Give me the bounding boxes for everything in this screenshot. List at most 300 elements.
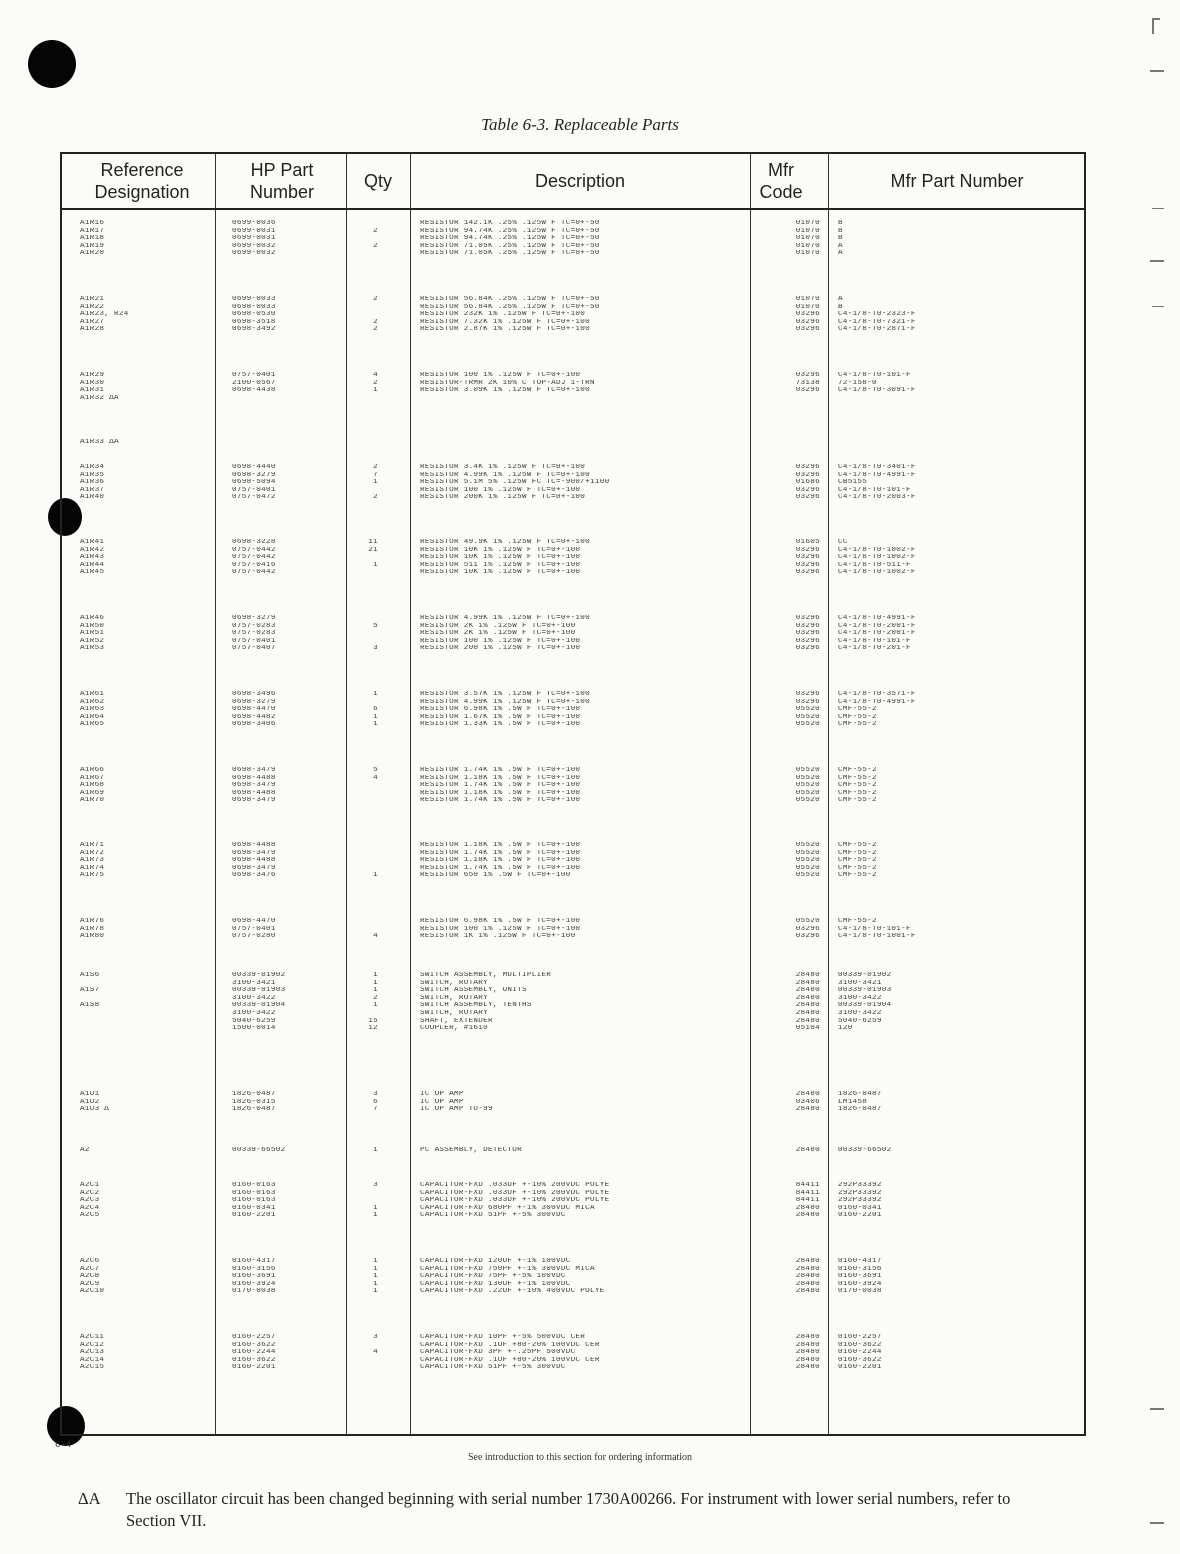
cell-part: 00339-01904	[232, 1002, 286, 1010]
cell-mfr: CB5155	[838, 479, 868, 487]
cell-part: 0698-3479	[232, 864, 276, 872]
header-qty: Qty	[363, 171, 392, 191]
cell-mfr: CMF-55-2	[838, 857, 877, 865]
header-mfr-code: Mfr Code	[759, 160, 803, 202]
cell-desc: RESISTOR 10K 1% .125W F TC=0+-100	[420, 569, 581, 577]
cell-qty: 4	[373, 774, 378, 782]
cell-code: 28480	[795, 987, 820, 995]
cell-ref: A2C5	[80, 1212, 100, 1220]
table-row	[62, 326, 1084, 334]
cell-mfr: C4-1/8-T0-2001-F	[838, 622, 916, 630]
table-row	[62, 547, 1084, 555]
row-group	[62, 1258, 1084, 1296]
cell-ref: A1R45	[80, 569, 105, 577]
cell-ref: A1R18	[80, 235, 105, 243]
margin-mark	[1150, 70, 1164, 72]
row-group	[62, 296, 1084, 334]
cell-desc: CAPACITOR-FXD 120UF +-1% 100VDC	[420, 1258, 571, 1265]
cell-mfr: 292P33392	[838, 1197, 882, 1205]
cell-ref: A1U3 Δ	[80, 1106, 110, 1114]
cell-part: 0699-0032	[232, 250, 276, 258]
cell-desc: RESISTOR 4.99K 1% .125W F TC=0+-100	[420, 698, 590, 706]
cell-part: 0698-3479	[232, 767, 276, 774]
table-row	[62, 311, 1084, 319]
cell-part: 1826-0487	[232, 1106, 276, 1114]
cell-desc: RESISTOR 10K 1% .125W F TC=0+-100	[420, 554, 581, 562]
table-row	[62, 918, 1084, 926]
cell-desc: CAPACITOR-FXD .1UF +80-20% 100VDC CER	[420, 1341, 600, 1349]
cell-mfr: C4-1/8-T0-3401-F	[838, 464, 916, 471]
cell-mfr: 00339-66502	[838, 1147, 892, 1154]
table-row	[62, 980, 1084, 988]
row-group	[62, 767, 1084, 805]
cell-code: 28480	[795, 994, 820, 1002]
margin-mark	[1152, 18, 1154, 34]
table-row	[62, 220, 1084, 228]
cell-qty: 1	[373, 872, 378, 880]
table-row	[62, 1099, 1084, 1107]
cell-code: 01605	[795, 539, 820, 546]
cell-mfr: 0160-2201	[838, 1364, 882, 1372]
table-row	[62, 296, 1084, 304]
cell-desc: RESISTOR 2K 1% .125W F TC=0+-100	[420, 622, 576, 630]
table-row	[62, 1288, 1084, 1296]
cell-mfr: C4-1/8-T0-101-F	[838, 925, 911, 933]
cell-code: 05520	[795, 849, 820, 857]
cell-part: 0699-0031	[232, 227, 276, 235]
cell-qty: 1	[373, 691, 378, 698]
table-row	[62, 250, 1084, 258]
cell-ref: A1R76	[80, 918, 105, 925]
cell-mfr: C4-1/8-T0-101-F	[838, 637, 911, 645]
cell-ref: A2C7	[80, 1265, 100, 1273]
cell-mfr: 0160-2244	[838, 1349, 882, 1357]
cell-code: 28480	[795, 1009, 820, 1017]
cell-code: 05520	[795, 713, 820, 721]
row-group	[62, 1334, 1084, 1372]
row-group	[62, 1147, 1084, 1155]
cell-code: 01070	[795, 235, 820, 243]
table-row	[62, 1106, 1084, 1114]
cell-part: 3100-3421	[232, 979, 276, 987]
cell-desc: RESISTOR 7.32K 1% .125W F TC=0+-100	[420, 318, 590, 326]
header-reference-designation: Reference Designation	[94, 160, 190, 202]
cell-desc: RESISTOR 1.74K 1% .5W F TC=0+-100	[420, 782, 581, 790]
cell-qty: 1	[373, 561, 378, 569]
cell-mfr: 72-158-0	[838, 379, 877, 387]
cell-qty: 1	[373, 1288, 378, 1296]
cell-ref: A2C12	[80, 1341, 105, 1349]
table-row	[62, 721, 1084, 729]
cell-ref: A1R44	[80, 561, 105, 569]
cell-mfr: C4-1/8-T0-2001-F	[838, 630, 916, 638]
cell-part: 0698-4440	[232, 464, 276, 471]
cell-ref: A2C8	[80, 1273, 100, 1281]
table-row	[62, 790, 1084, 798]
header-mfr-part-number: Mfr Part Number	[890, 171, 1024, 191]
table-row	[62, 1205, 1084, 1213]
cell-ref: A2C4	[80, 1204, 100, 1212]
cell-qty: 1	[373, 972, 378, 979]
cell-qty: 2	[373, 464, 378, 471]
cell-qty: 6	[373, 706, 378, 714]
cell-mfr: CMF-55-2	[838, 842, 877, 849]
cell-qty: 3	[373, 1182, 378, 1189]
cell-qty: 2	[373, 326, 378, 334]
row-group	[62, 918, 1084, 941]
cell-code: 28480	[795, 1002, 820, 1010]
table-row	[62, 1025, 1084, 1033]
cell-desc: COUPLER, #1610	[420, 1025, 488, 1033]
cell-part: 0698-3228	[232, 539, 276, 546]
cell-part: 0698-4470	[232, 918, 276, 925]
cell-code: 73138	[795, 379, 820, 387]
cell-mfr: B	[838, 303, 843, 311]
cell-desc: RESISTOR 3.57K 1% .125W F TC=0+-100	[420, 691, 590, 698]
cell-mfr: 3100-3421	[838, 979, 882, 987]
cell-mfr: C4-1/8-T0-1001-F	[838, 933, 916, 941]
cell-ref: A1R22	[80, 303, 105, 311]
cell-desc: RESISTOR 1.18K 1% .5W F TC=0+-100	[420, 789, 581, 797]
cell-mfr: 292P33392	[838, 1189, 882, 1197]
cell-mfr: 0160-0341	[838, 1204, 882, 1212]
cell-ref: A1R75	[80, 872, 105, 880]
cell-part: 0757-0407	[232, 645, 276, 653]
cell-ref: A2C1	[80, 1182, 100, 1189]
cell-desc: RESISTOR 1.74K 1% .5W F TC=0+-100	[420, 849, 581, 857]
cell-part: 0160-3924	[232, 1280, 276, 1288]
cell-part: 0757-0472	[232, 494, 276, 502]
cell-code: 28480	[795, 1106, 820, 1114]
cell-ref: A1R50	[80, 622, 105, 630]
cell-mfr: C4-1/8-T0-101-F	[838, 486, 911, 494]
cell-part: 0698-4488	[232, 857, 276, 865]
table-row	[62, 243, 1084, 251]
cell-part: 0160-0163	[232, 1189, 276, 1197]
table-row	[62, 714, 1084, 722]
cell-ref: A1R41	[80, 539, 105, 546]
cell-part: 0160-0163	[232, 1182, 276, 1189]
table-row	[62, 1273, 1084, 1281]
table-row	[62, 1182, 1084, 1190]
cell-qty: 2	[373, 227, 378, 235]
cell-code: 03296	[795, 387, 820, 395]
cell-qty: 4	[373, 1349, 378, 1357]
table-row	[62, 933, 1084, 941]
cell-mfr: C4-1/8-T0-7321-F	[838, 318, 916, 326]
cell-code: 01070	[795, 227, 820, 235]
cell-ref: A1R31	[80, 387, 105, 395]
cell-ref: A2C2	[80, 1189, 100, 1197]
cell-qty: 1	[373, 1204, 378, 1212]
cell-ref: A1R42	[80, 546, 105, 554]
table-row	[62, 1197, 1084, 1205]
cell-part: 0698-3406	[232, 721, 276, 729]
cell-qty: 2	[373, 994, 378, 1002]
cell-desc: CAPACITOR-FXD .033UF +-10% 200VDC POLYE	[420, 1197, 610, 1205]
cell-part: 0698-4488	[232, 842, 276, 849]
cell-code: 28480	[795, 1349, 820, 1357]
cell-part: 0699-0032	[232, 242, 276, 250]
cell-ref: A1R51	[80, 630, 105, 638]
cell-ref: A2C14	[80, 1356, 105, 1364]
cell-ref: A1R17	[80, 227, 105, 235]
cell-code: 03296	[795, 464, 820, 471]
row-group	[62, 464, 1084, 502]
cell-ref: A1R63	[80, 706, 105, 714]
table-row	[62, 995, 1084, 1003]
margin-mark	[1150, 1408, 1164, 1410]
cell-part: 0160-2201	[232, 1364, 276, 1372]
cell-part: 0160-3156	[232, 1265, 276, 1273]
cell-desc: RESISTOR 1.74K 1% .5W F TC=0+-100	[420, 767, 581, 774]
table-row	[62, 1349, 1084, 1357]
margin-mark	[1152, 306, 1164, 307]
cell-mfr: 1826-0487	[838, 1091, 882, 1098]
cell-desc: IC OP AMP	[420, 1091, 464, 1098]
cell-part: 0698-3496	[232, 691, 276, 698]
margin-mark	[1150, 260, 1164, 262]
cell-part: 0160-2257	[232, 1334, 276, 1341]
cell-part: 0160-3622	[232, 1356, 276, 1364]
header-rule	[62, 208, 1084, 210]
cell-ref: A1R30	[80, 379, 105, 387]
cell-code: 03296	[795, 471, 820, 479]
cell-part: 0699-0036	[232, 220, 276, 227]
cell-desc: RESISTOR 56.84K .25% .125W F TC=0+-50	[420, 296, 600, 303]
cell-mfr: C4-1/8-T0-1002-F	[838, 569, 916, 577]
cell-code: 03296	[795, 622, 820, 630]
cell-mfr: 0160-3924	[838, 1280, 882, 1288]
cell-part: 0160-0341	[232, 1204, 276, 1212]
header-hp-part-number: HP Part Number	[249, 160, 315, 202]
row-group	[62, 972, 1084, 1033]
cell-ref: A1R36	[80, 479, 105, 487]
cell-qty: 3	[373, 645, 378, 653]
cell-mfr: 0160-2201	[838, 1212, 882, 1220]
cell-code: 05520	[795, 774, 820, 782]
cell-mfr: 0160-4317	[838, 1258, 882, 1265]
cell-desc: SWITCH ASSEMBLY, UNITS	[420, 987, 527, 995]
cell-code: 03296	[795, 326, 820, 334]
binder-hole-top	[28, 40, 76, 88]
cell-desc: RESISTOR-TRMR 2K 10% C TOP-ADJ 1-TRN	[420, 379, 595, 387]
table-row	[62, 1342, 1084, 1350]
cell-code: 01070	[795, 303, 820, 311]
cell-qty: 6	[373, 1098, 378, 1106]
table-row	[62, 494, 1084, 502]
cell-desc: CAPACITOR-FXD 75PF +-5% 100VDC	[420, 1273, 566, 1281]
cell-ref: A1R66	[80, 767, 105, 774]
cell-mfr: C4-1/8-T0-1002-F	[838, 554, 916, 562]
cell-code: 05520	[795, 864, 820, 872]
margin-mark	[1152, 208, 1164, 209]
cell-ref: A1R23, R24	[80, 311, 129, 319]
cell-part: 0698-4488	[232, 789, 276, 797]
cell-mfr: A	[838, 242, 843, 250]
cell-part: 0698-0033	[232, 303, 276, 311]
table-row	[62, 539, 1084, 547]
row-group	[62, 220, 1084, 258]
cell-ref: A1R27	[80, 318, 105, 326]
table-row	[62, 630, 1084, 638]
table-row	[62, 706, 1084, 714]
table-row	[62, 926, 1084, 934]
cell-qty: 1	[373, 1265, 378, 1273]
cell-ref: A2C15	[80, 1364, 105, 1372]
cell-code: 03296	[795, 494, 820, 502]
cell-mfr: CMF-55-2	[838, 849, 877, 857]
cell-qty: 5	[373, 622, 378, 630]
cell-qty: 2	[373, 318, 378, 326]
cell-part: 3100-3422	[232, 994, 276, 1002]
cell-part: 0698-3479	[232, 797, 276, 805]
table-row	[62, 479, 1084, 487]
cell-part: 0699-0031	[232, 235, 276, 243]
revision-note-text: The oscillator circuit has been changed beginning with serial number 1730A00266. For instrument with lower serial numbers, refer to Section VII.	[126, 1489, 1011, 1530]
cell-desc: RESISTOR 1.18K 1% .5W F TC=0+-100	[420, 857, 581, 865]
cell-mfr: CMF-55-2	[838, 789, 877, 797]
cell-part: 1500-0014	[232, 1025, 276, 1033]
cell-ref: A1R72	[80, 849, 105, 857]
cell-code: 84411	[795, 1197, 820, 1205]
table-row	[62, 439, 1084, 447]
cell-part: 0698-3279	[232, 698, 276, 706]
cell-desc: RESISTOR 200 1% .125W F TC=0+-100	[420, 645, 581, 653]
cell-qty: 2	[373, 379, 378, 387]
cell-mfr: C4-1/8-T0-4991-F	[838, 615, 916, 622]
cell-part: 0757-0283	[232, 630, 276, 638]
cell-ref: A1R73	[80, 857, 105, 865]
cell-part: 1826-0315	[232, 1098, 276, 1106]
cell-part: 0698-4470	[232, 706, 276, 714]
cell-ref: A1S6	[80, 972, 100, 979]
cell-ref: A2C13	[80, 1349, 105, 1357]
cell-desc: RESISTOR 1.74K 1% .5W F TC=0+-100	[420, 797, 581, 805]
cell-part: 0698-0530	[232, 311, 276, 319]
cell-desc: RESISTOR 6.98K 1% .5W F TC=0+-100	[420, 706, 581, 714]
cell-ref: A1R65	[80, 721, 105, 729]
cell-mfr: C4-1/8-T0-3571-F	[838, 691, 916, 698]
table-row	[62, 1364, 1084, 1372]
cell-part: 1826-0487	[232, 1091, 276, 1098]
table-row	[62, 1334, 1084, 1342]
table-row	[62, 304, 1084, 312]
cell-desc: IC OP AMP TO-99	[420, 1106, 493, 1114]
cell-mfr: C4-1/8-T0-4991-F	[838, 471, 916, 479]
cell-ref: A2C3	[80, 1197, 100, 1205]
cell-code: 03296	[795, 615, 820, 622]
cell-ref: A2C9	[80, 1280, 100, 1288]
cell-ref: A1R70	[80, 797, 105, 805]
cell-qty: 4	[373, 933, 378, 941]
cell-mfr: A	[838, 250, 843, 258]
cell-code: 28480	[795, 1280, 820, 1288]
cell-code: 03296	[795, 554, 820, 562]
cell-desc: SWITCH ASSEMBLY, TENTHS	[420, 1002, 532, 1010]
cell-mfr: CMF-55-2	[838, 721, 877, 729]
cell-mfr: CMF-55-2	[838, 706, 877, 714]
cell-part: 0698-3479	[232, 782, 276, 790]
table-row	[62, 380, 1084, 388]
cell-code: 05520	[795, 706, 820, 714]
cell-ref: A1R71	[80, 842, 105, 849]
cell-mfr: 0160-2257	[838, 1334, 882, 1341]
cell-mfr: C4-1/8-T0-2003-F	[838, 494, 916, 502]
cell-part: 0698-3518	[232, 318, 276, 326]
table-row	[62, 228, 1084, 236]
cell-mfr: C4-1/8-T0-3091-F	[838, 387, 916, 395]
cell-part: 0757-0280	[232, 933, 276, 941]
cell-qty: 4	[373, 372, 378, 379]
cell-code: 03296	[795, 925, 820, 933]
cell-qty: 21	[368, 546, 378, 554]
cell-code: 28480	[795, 1341, 820, 1349]
cell-part: 0160-4317	[232, 1258, 276, 1265]
cell-desc: RESISTOR 232K 1% .125W F TC=0+-100	[420, 311, 586, 319]
cell-code: 05520	[795, 842, 820, 849]
cell-code: 05520	[795, 857, 820, 865]
cell-mfr: 0160-3622	[838, 1341, 882, 1349]
table-row	[62, 1147, 1084, 1155]
cell-code: 05520	[795, 872, 820, 880]
cell-mfr: 1826-0487	[838, 1106, 882, 1114]
cell-ref: A1R28	[80, 326, 105, 334]
cell-qty: 3	[373, 1334, 378, 1341]
cell-code: 28480	[795, 1356, 820, 1364]
cell-code: 03296	[795, 569, 820, 577]
table-row	[62, 562, 1084, 570]
cell-mfr: CMF-55-2	[838, 864, 877, 872]
cell-desc: RESISTOR 1.67K 1% .5W F TC=0+-100	[420, 713, 581, 721]
cell-qty: 2	[373, 296, 378, 303]
table-row	[62, 699, 1084, 707]
cell-qty: 1	[373, 713, 378, 721]
cell-part: 0757-0401	[232, 637, 276, 645]
cell-mfr: 5040-6259	[838, 1017, 882, 1025]
cell-mfr: C4-1/8-T0-2871-F	[838, 326, 916, 334]
cell-code: 05520	[795, 721, 820, 729]
cell-desc: RESISTOR 4.99K 1% .125W F TC=0+-100	[420, 471, 590, 479]
cell-code: 01070	[795, 296, 820, 303]
cell-code: 03296	[795, 311, 820, 319]
cell-mfr: CMF-55-2	[838, 872, 877, 880]
table-row	[62, 972, 1084, 980]
cell-part: 0170-0038	[232, 1288, 276, 1296]
cell-mfr: 0160-3156	[838, 1265, 882, 1273]
row-group	[62, 691, 1084, 729]
cell-ref: A1R52	[80, 637, 105, 645]
cell-part: 0698-4488	[232, 774, 276, 782]
table-row	[62, 1002, 1084, 1010]
cell-mfr: A	[838, 296, 843, 303]
table-row	[62, 1266, 1084, 1274]
table-row	[62, 1091, 1084, 1099]
cell-mfr: CMF-55-2	[838, 774, 877, 782]
cell-desc: CAPACITOR-FXD 3PF +-.25PF 500VDC	[420, 1349, 576, 1357]
cell-qty: 7	[373, 1106, 378, 1114]
cell-part: 0698-3279	[232, 471, 276, 479]
cell-desc: CAPACITOR-FXD .22UF +-10% 400VDC POLYE	[420, 1288, 605, 1296]
cell-code: 03406	[795, 1098, 820, 1106]
cell-code: 03296	[795, 546, 820, 554]
table-row	[62, 615, 1084, 623]
cell-ref: A1R35	[80, 471, 105, 479]
table-row	[62, 865, 1084, 873]
cell-code: 03296	[795, 372, 820, 379]
table-row	[62, 395, 1084, 403]
cell-part: 0757-0416	[232, 561, 276, 569]
